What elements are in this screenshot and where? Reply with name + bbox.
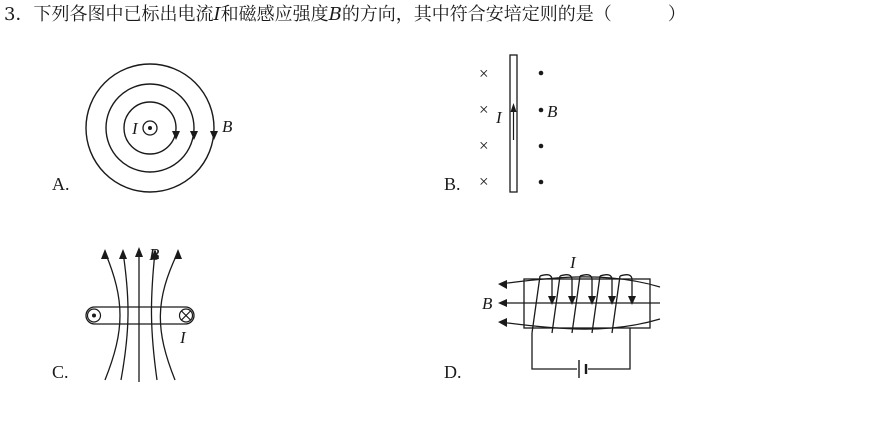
question-close-paren: ） [667,4,686,25]
coil-arrow [548,296,556,305]
field-arrow [135,247,143,257]
current-out-dot [148,126,152,130]
cross-mark: × [479,100,489,119]
cross-mark: × [479,64,489,83]
current-label: I [180,328,186,347]
figure-b [472,50,582,200]
field-arrow [498,318,507,327]
current-label: I [496,108,502,127]
loop-cross-section [86,307,194,324]
field-arrow [498,299,507,307]
option-d-label: D. [444,362,462,382]
current-symbol: I [213,4,221,25]
arrow-down-middle [190,131,198,140]
field-line-left-outer [105,252,120,380]
coil-arrow [568,296,576,305]
option-a-label: A. [52,174,70,194]
field-arrow [119,249,127,259]
coil-arrow [608,296,616,305]
question-text-3: 的方向，其中符合安培定则的是（ [341,4,612,25]
question-number: 3． [4,4,34,25]
cross-mark: × [479,172,489,191]
field-line-right-outer [160,252,178,380]
field-line-right-inner [151,252,157,380]
coil-arrow [588,296,596,305]
field-dot [539,108,544,113]
figure-c [80,240,205,385]
field-line-left-inner [121,252,128,380]
figure-a [82,62,252,197]
field-dot [539,144,544,149]
option-c-label: C. [52,362,69,382]
field-arrow [101,249,109,259]
question-text-1: 下列各图中已标出电流 [33,4,214,25]
field-dot [539,180,544,185]
cross-mark: × [479,136,489,155]
field-label: B [547,102,558,121]
current-out-dot [92,314,96,318]
figure-d [478,250,668,385]
arrow-down-outer [210,131,218,140]
field-arrow [174,249,182,259]
solenoid-coil [532,275,632,333]
current-label: I [132,119,138,138]
field-arrow [498,280,507,289]
option-b-label: B. [444,174,461,194]
field-label: B [482,294,493,313]
question-stem [4,3,686,27]
field-label: B [222,117,233,136]
coil-arrow [628,296,636,305]
question-text-2: 和磁感应强度 [220,4,329,25]
current-label: I [570,253,576,272]
field-symbol: B [328,4,342,25]
field-dot [539,71,544,76]
field-label: B [149,245,160,264]
circuit-wire [532,328,630,369]
